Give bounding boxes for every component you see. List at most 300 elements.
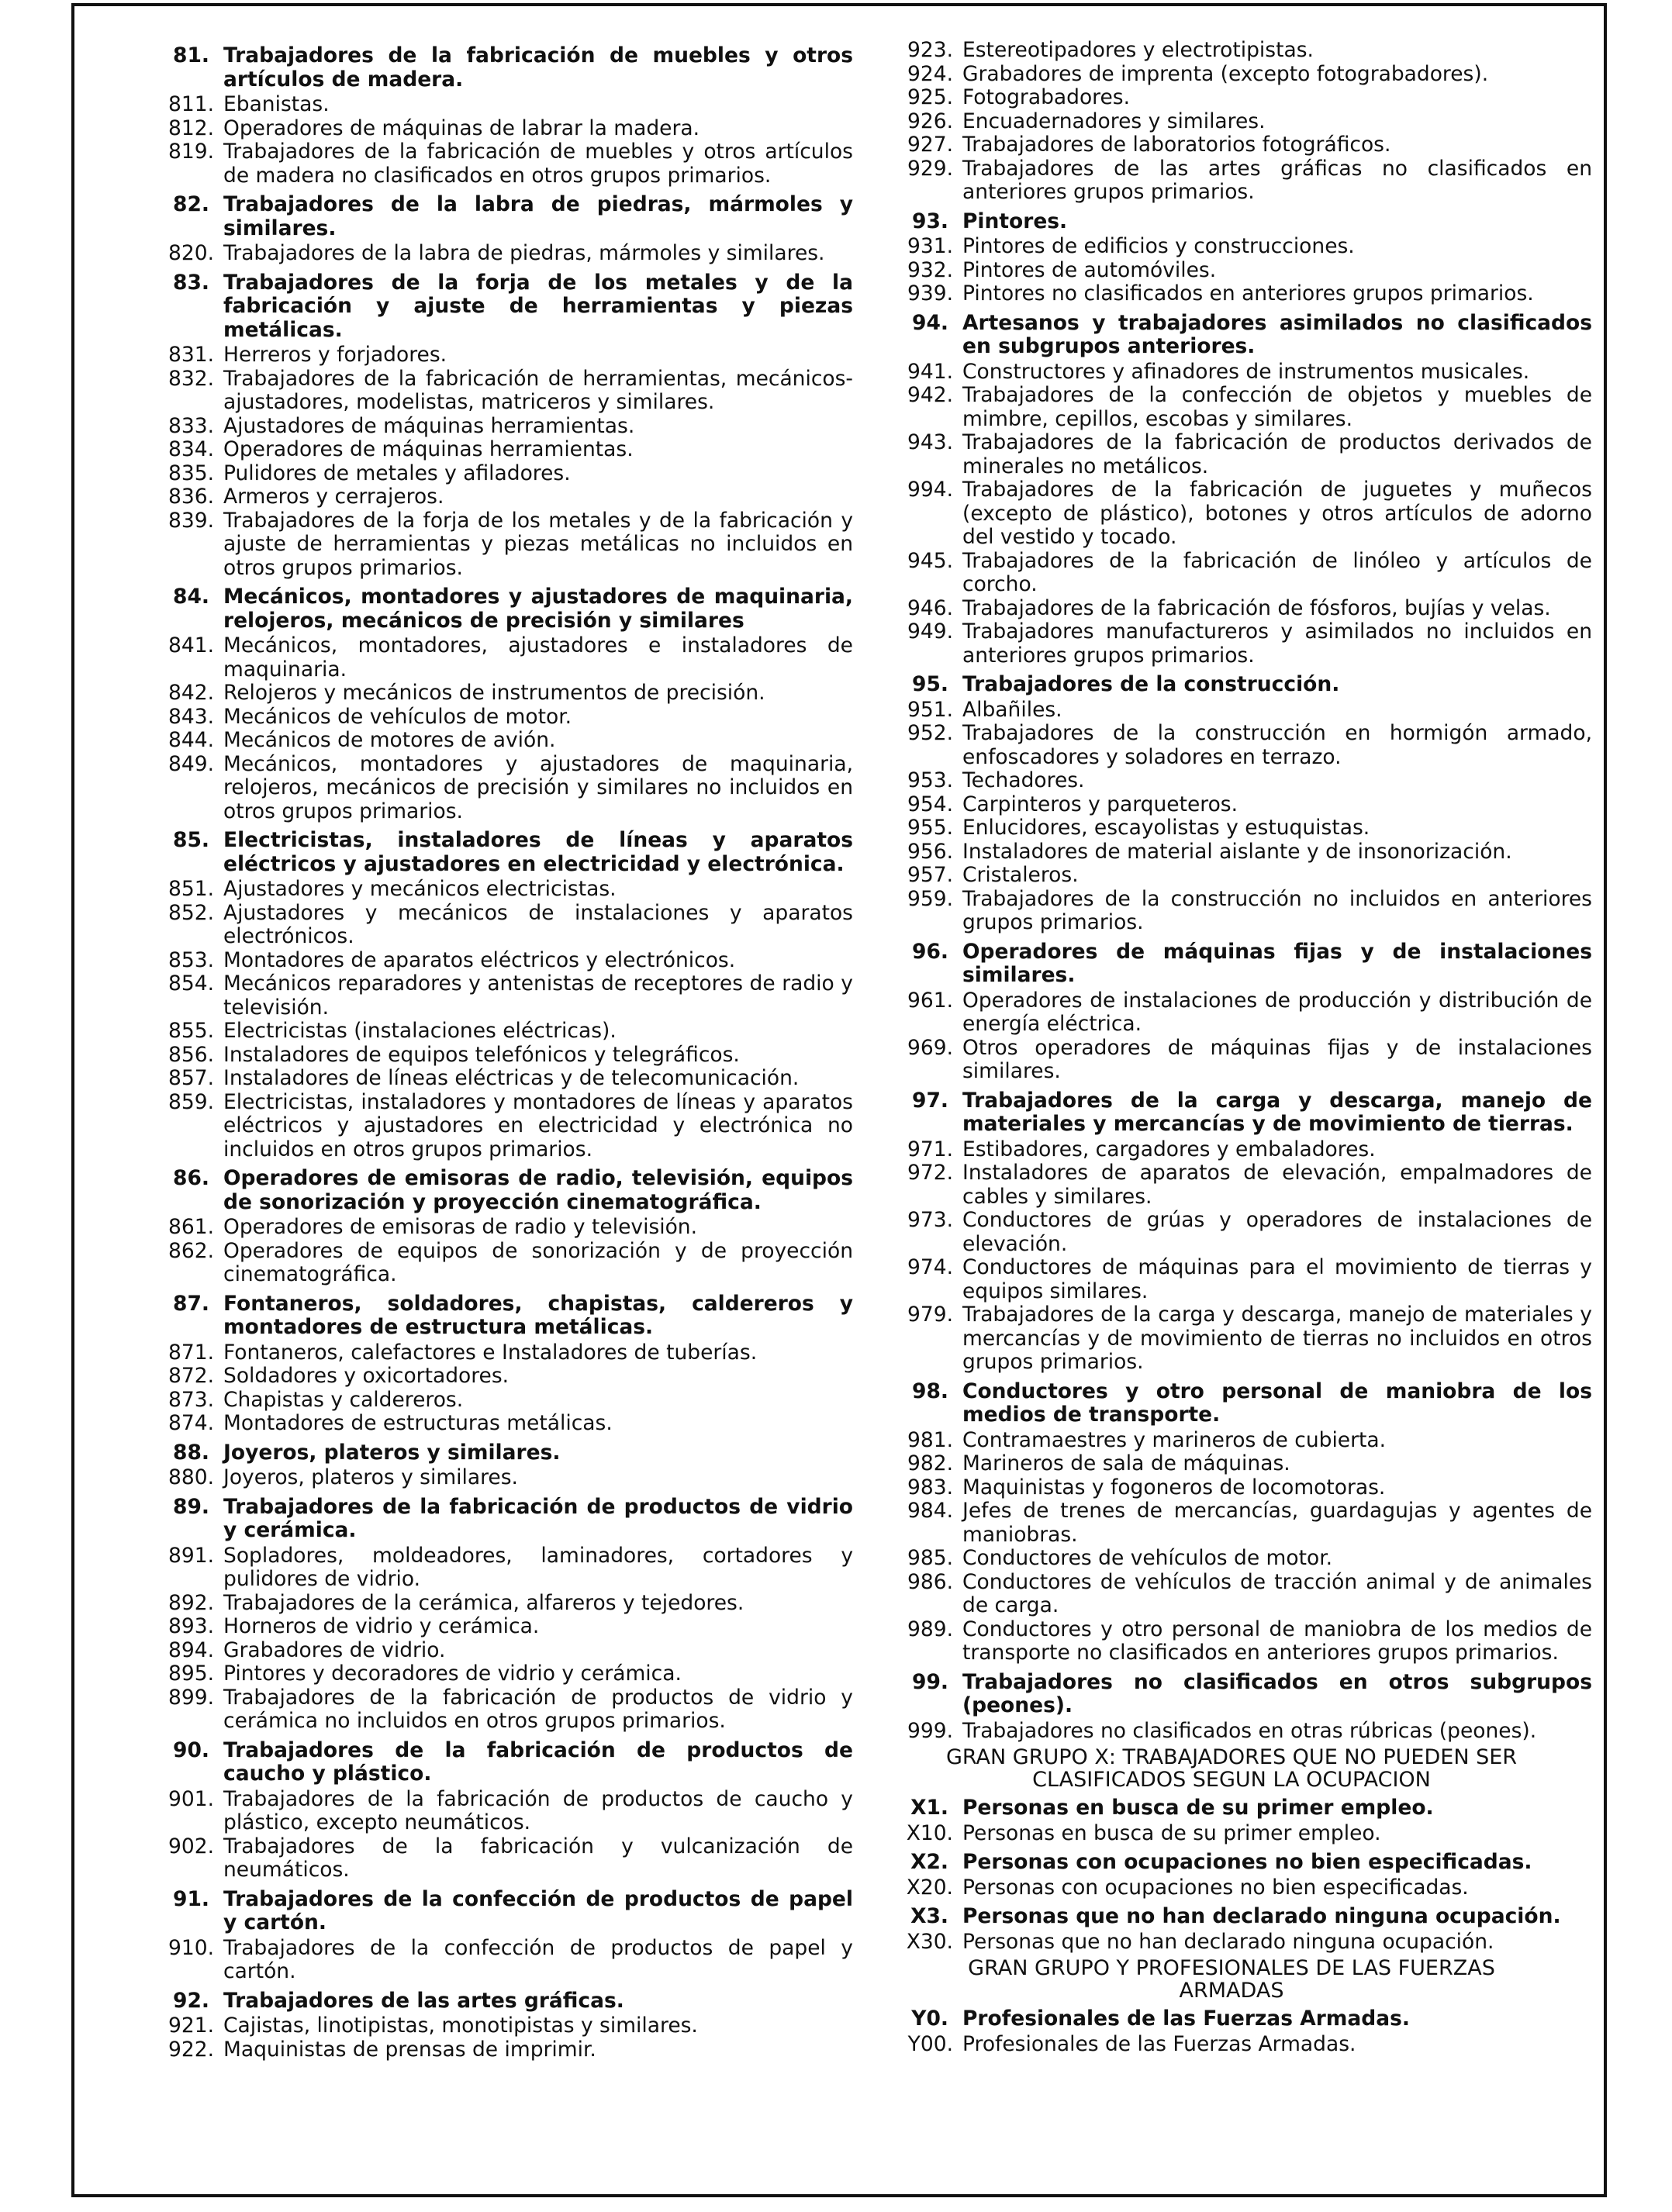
code-entry — [132, 1835, 853, 1882]
entry-description: Cristaleros. — [962, 863, 1079, 887]
entry-description: Constructores y afinadores de instrumentos musicales. — [962, 359, 1530, 384]
entry-code: 929. — [907, 156, 953, 181]
entry-description: Grabadores de vidrio. — [223, 1637, 446, 1662]
entry-description: Ajustadores y mecánicos electricistas. — [223, 877, 617, 901]
entry-code: 974. — [907, 1255, 953, 1279]
entry-description: Estereotipadores y electrotipistas. — [962, 38, 1314, 62]
code-entry — [871, 110, 1592, 134]
code-entry — [871, 793, 1592, 817]
entry-code: X1. — [910, 1796, 948, 1820]
entry-code: 984. — [907, 1499, 953, 1523]
entry-code: 943. — [907, 430, 953, 454]
code-entry — [871, 620, 1592, 668]
entry-code: 97. — [912, 1088, 948, 1113]
code-entry — [132, 729, 853, 753]
entry-description: Operadores de máquinas fijas y de instalaciones similares. — [962, 939, 1592, 987]
code-entry — [871, 1618, 1592, 1665]
entry-description: Pintores no clasificados en anteriores grupos primarios. — [962, 281, 1534, 305]
code-entry — [871, 1822, 1592, 1846]
code-entry — [132, 878, 853, 902]
code-entry — [132, 343, 853, 368]
code-entry — [132, 1044, 853, 1068]
entry-code: 854. — [168, 971, 214, 996]
entry-code: 93. — [912, 209, 948, 233]
code-entry — [132, 438, 853, 462]
entry-code: Y0. — [911, 2007, 948, 2031]
entry-description: Pintores. — [962, 209, 1068, 233]
entry-code: 84. — [173, 585, 209, 609]
entry-description: Trabajadores de la fabricación de productos de caucho y plástico. — [223, 1738, 853, 1786]
entry-description: Sopladores, moldeadores, laminadores, cortadores y pulidores de vidrio. — [223, 1543, 853, 1591]
entry-code: 833. — [168, 413, 214, 438]
code-entry — [132, 2014, 853, 2038]
entry-description: Encuadernadores y similares. — [962, 109, 1266, 133]
entry-code: 999. — [907, 1718, 953, 1743]
group-heading-entry — [132, 1739, 853, 1786]
entry-description: Trabajadores de las artes gráficas. — [223, 1988, 624, 2013]
code-entry — [871, 597, 1592, 621]
group-heading-entry — [132, 193, 853, 240]
code-entry — [132, 753, 853, 824]
entry-code: 985. — [907, 1546, 953, 1570]
entry-code: 951. — [907, 697, 953, 722]
entry-description: Ebanistas. — [223, 92, 330, 116]
entry-description: Trabajadores de la fabricación de productos de vidrio y cerámica. — [223, 1494, 853, 1542]
code-entry — [871, 699, 1592, 723]
code-entry — [871, 1931, 1592, 1955]
code-entry — [132, 368, 853, 415]
group-heading-entry — [871, 210, 1592, 234]
code-entry — [132, 1365, 853, 1389]
group-heading-entry — [871, 2007, 1592, 2031]
entry-code: 842. — [168, 681, 214, 705]
entry-code: 895. — [168, 1662, 214, 1686]
entry-description: Operadores de equipos de sonorización y de proyección cinematográfica. — [223, 1238, 853, 1286]
code-entry — [132, 634, 853, 682]
code-entry — [871, 769, 1592, 793]
entry-code: 894. — [168, 1637, 214, 1662]
code-entry — [132, 1216, 853, 1240]
code-entry — [132, 2038, 853, 2062]
entry-code: 873. — [168, 1387, 214, 1412]
entry-description: Instaladores de líneas eléctricas y de telecomunicación. — [223, 1066, 800, 1090]
code-entry — [132, 415, 853, 439]
entry-description: Herreros y forjadores. — [223, 343, 447, 367]
entry-code: 832. — [168, 366, 214, 391]
entry-code: 902. — [168, 1834, 214, 1858]
entry-description: Electricistas (instalaciones eléctricas). — [223, 1019, 617, 1043]
entry-description: Trabajadores de la fabricación de productos de caucho y plástico, excepto neumáticos. — [223, 1786, 853, 1834]
entry-description: Personas con ocupaciones no bien especificadas. — [962, 1850, 1532, 1874]
entry-code: 953. — [907, 768, 953, 792]
code-entry — [132, 1937, 853, 1984]
entry-code: 861. — [168, 1215, 214, 1239]
entry-code: 946. — [907, 595, 953, 620]
entry-description: Horneros de vidrio y cerámica. — [223, 1614, 540, 1638]
code-entry — [871, 1138, 1592, 1162]
code-entry — [132, 1412, 853, 1436]
entry-code: 983. — [907, 1475, 953, 1499]
entry-description: Pintores de edificios y construcciones. — [962, 234, 1355, 258]
entry-code: 851. — [168, 877, 214, 901]
entry-description: Ajustadores de máquinas herramientas. — [223, 413, 635, 438]
entry-code: 924. — [907, 61, 953, 86]
entry-code: 942. — [907, 383, 953, 407]
code-entry — [871, 384, 1592, 431]
code-entry — [132, 1592, 853, 1616]
entry-description: Trabajadores de la construcción en hormigón armado, enfoscadores y soladores en terrazo. — [962, 721, 1592, 769]
code-entry — [871, 864, 1592, 888]
entry-description: Conductores de vehículos de tracción animal y de animales de carga. — [962, 1569, 1592, 1617]
entry-code: 952. — [907, 721, 953, 745]
entry-code: 91. — [173, 1886, 209, 1911]
entry-code: 986. — [907, 1569, 953, 1594]
group-heading-entry — [132, 1292, 853, 1340]
code-entry — [132, 117, 853, 141]
entry-description: Maquinistas y fogoneros de locomotoras. — [962, 1475, 1386, 1499]
code-entry — [871, 478, 1592, 550]
entry-code: X3. — [910, 1904, 948, 1928]
code-entry — [132, 93, 853, 117]
entry-code: 971. — [907, 1137, 953, 1161]
entry-description: Trabajadores de la forja de los metales y de la fabricación y ajuste de herramientas y piezas metálicas no incluidos en otros grupos primarios. — [223, 508, 853, 580]
entry-code: 989. — [907, 1617, 953, 1641]
entry-code: 811. — [168, 92, 214, 116]
entry-description: Operadores de máquinas herramientas. — [223, 437, 634, 461]
code-entry — [871, 888, 1592, 935]
entry-code: 956. — [907, 839, 953, 864]
entry-code: 844. — [168, 728, 214, 752]
right-entries-c — [871, 2007, 1592, 2056]
code-entry — [132, 1341, 853, 1365]
entry-description: Montadores de estructuras metálicas. — [223, 1411, 613, 1435]
entry-code: 926. — [907, 109, 953, 133]
entry-description: Mecánicos reparadores y antenistas de receptores de radio y televisión. — [223, 971, 853, 1020]
group-heading-entry — [871, 673, 1592, 697]
group-heading-entry — [871, 312, 1592, 359]
entry-code: 88. — [173, 1440, 209, 1465]
entry-description: Cajistas, linotipistas, monotipistas y similares. — [223, 2014, 698, 2038]
code-entry — [871, 1571, 1592, 1618]
entry-description: Mecánicos de motores de avión. — [223, 728, 556, 752]
code-entry — [132, 1091, 853, 1162]
entry-description: Fontaneros, soldadores, chapistas, caldereros y montadores de estructura metálicas. — [223, 1291, 853, 1339]
entry-code: 95. — [912, 672, 948, 696]
entry-description: Trabajadores de la carga y descarga, manejo de materiales y mercancías y de movimiento de tierras no incluidos en otros grupos primarios. — [962, 1303, 1592, 1374]
code-entry — [871, 1303, 1592, 1375]
code-entry — [871, 840, 1592, 864]
entry-code: 899. — [168, 1685, 214, 1710]
code-entry — [871, 431, 1592, 478]
entry-code: 87. — [173, 1291, 209, 1316]
entry-code: 853. — [168, 947, 214, 972]
group-heading-entry — [871, 1851, 1592, 1875]
entry-code: 94. — [912, 310, 948, 335]
entry-description: Trabajadores de la confección de objetos y muebles de mimbre, cepillos, escobas y similares. — [962, 383, 1592, 431]
entry-code: 927. — [907, 133, 953, 157]
entry-description: Mecánicos, montadores y ajustadores de maquinaria, relojeros, mecánicos de precisión y similares — [223, 585, 853, 633]
entry-code: X10. — [906, 1820, 953, 1845]
entry-code: 959. — [907, 886, 953, 911]
entry-code: 99. — [912, 1669, 948, 1694]
code-entry — [871, 550, 1592, 597]
entry-description: Electricistas, instaladores de líneas y aparatos eléctricos y ajustadores en electricidad y electrónica. — [223, 828, 853, 876]
entry-code: 893. — [168, 1614, 214, 1638]
entry-description: Mecánicos de vehículos de motor. — [223, 704, 572, 729]
entry-description: Armeros y cerrajeros. — [223, 485, 444, 509]
entry-description: Personas con ocupaciones no bien especificadas. — [962, 1875, 1469, 1900]
entry-code: X2. — [910, 1850, 948, 1874]
group-heading-entry — [132, 1167, 853, 1214]
entry-code: 880. — [168, 1465, 214, 1489]
entry-code: 98. — [912, 1379, 948, 1403]
entry-description: Enlucidores, escayolistas y estuquistas. — [962, 816, 1370, 840]
entry-code: 941. — [907, 359, 953, 384]
entry-description: Carpinteros y parqueteros. — [962, 792, 1238, 816]
code-entry — [871, 235, 1592, 259]
entry-code: 839. — [168, 508, 214, 533]
code-entry — [132, 140, 853, 188]
entry-description: Trabajadores de la fabricación y vulcanización de neumáticos. — [223, 1834, 853, 1882]
entry-code: 982. — [907, 1451, 953, 1475]
entry-code: 910. — [168, 1935, 214, 1960]
group-heading-entry — [132, 44, 853, 91]
group-heading-entry — [871, 1380, 1592, 1427]
gran-grupo-y-heading — [871, 1957, 1592, 2002]
code-entry — [871, 133, 1592, 157]
entry-description: Conductores de vehículos de motor. — [962, 1546, 1333, 1570]
entry-description: Profesionales de las Fuerzas Armadas. — [962, 2031, 1356, 2056]
code-entry — [871, 1476, 1592, 1500]
entry-description: Joyeros, plateros y similares. — [223, 1465, 518, 1489]
entry-code: 85. — [173, 828, 209, 852]
entry-description: Trabajadores de la forja de los metales y de la fabricación y ajuste de herramientas y piezas metálicas. — [223, 270, 853, 342]
code-entry — [871, 1256, 1592, 1303]
entry-code: 922. — [168, 2037, 214, 2062]
entry-description: Conductores y otro personal de maniobra de los medios de transporte. — [962, 1379, 1592, 1427]
entry-description: Albañiles. — [962, 697, 1062, 722]
entry-code: 921. — [168, 2014, 214, 2038]
code-entry — [871, 1452, 1592, 1476]
entry-code: Y00. — [907, 2031, 953, 2056]
entry-code: 90. — [173, 1738, 209, 1762]
entry-code: 83. — [173, 270, 209, 295]
entry-code: 96. — [912, 939, 948, 964]
entry-description: Operadores de emisoras de radio y televisión. — [223, 1215, 698, 1239]
entry-description: Instaladores de aparatos de elevación, empalmadores de cables y similares. — [962, 1161, 1592, 1209]
entry-code: 939. — [907, 281, 953, 305]
group-heading-entry — [871, 1905, 1592, 1929]
code-entry — [132, 509, 853, 581]
code-entry — [132, 1389, 853, 1413]
entry-description: Maquinistas de prensas de imprimir. — [223, 2037, 596, 2062]
entry-code: 89. — [173, 1494, 209, 1519]
entry-code: 820. — [168, 241, 214, 265]
entry-description: Montadores de aparatos eléctricos y electrónicos. — [223, 947, 736, 972]
entry-code: 862. — [168, 1238, 214, 1263]
entry-code: 955. — [907, 816, 953, 840]
entry-code: 972. — [907, 1161, 953, 1185]
code-entry — [871, 816, 1592, 840]
entry-code: 901. — [168, 1786, 214, 1811]
right-column — [871, 39, 1592, 2056]
entry-description: Operadores de instalaciones de producción y distribución de energía eléctrica. — [962, 988, 1592, 1036]
group-heading-entry — [871, 1671, 1592, 1718]
entry-code: 931. — [907, 234, 953, 258]
entry-description: Contramaestres y marineros de cubierta. — [962, 1427, 1387, 1452]
entry-description: Trabajadores de la labra de piedras, mármoles y similares. — [223, 241, 825, 265]
entry-code: 835. — [168, 461, 214, 485]
entry-description: Chapistas y caldereros. — [223, 1387, 464, 1412]
gran-grupo-x-heading-line1: GRAN GRUPO X: TRABAJADORES QUE NO PUEDEN SER — [945, 1745, 1518, 1769]
code-entry — [132, 706, 853, 730]
entry-description: Electricistas, instaladores y montadores de líneas y aparatos eléctricos y ajustadores en electricidad y electrónica no incluidos en otros grupos primarios. — [223, 1089, 853, 1161]
entry-code: 856. — [168, 1042, 214, 1067]
entry-description: Profesionales de las Fuerzas Armadas. — [962, 2007, 1410, 2031]
entry-code: 836. — [168, 485, 214, 509]
entry-description: Relojeros y mecánicos de instrumentos de precisión. — [223, 681, 765, 705]
code-entry — [871, 1429, 1592, 1453]
entry-description: Marineros de sala de máquinas. — [962, 1451, 1290, 1475]
group-heading-entry — [871, 1796, 1592, 1820]
code-entry — [132, 1240, 853, 1287]
entry-description: Operadores de máquinas de labrar la madera. — [223, 116, 700, 140]
entry-code: 859. — [168, 1089, 214, 1114]
entry-description: Mecánicos, montadores, ajustadores e instaladores de maquinaria. — [223, 633, 853, 682]
entry-code: 855. — [168, 1019, 214, 1043]
entry-code: 841. — [168, 633, 214, 657]
entry-code: X20. — [906, 1875, 953, 1900]
entry-code: 949. — [907, 619, 953, 644]
entry-description: Operadores de emisoras de radio, televisión, equipos de sonorización y proyección cinematográfica. — [223, 1166, 853, 1214]
group-heading-entry — [132, 1888, 853, 1935]
entry-code: 834. — [168, 437, 214, 461]
code-entry — [871, 63, 1592, 87]
entry-code: 891. — [168, 1543, 214, 1568]
entry-description: Conductores de máquinas para el movimiento de tierras y equipos similares. — [962, 1255, 1592, 1303]
gran-grupo-x-heading-line2: CLASIFICADOS SEGUN LA OCUPACION — [1032, 1768, 1431, 1792]
entry-code: 925. — [907, 85, 953, 109]
entry-description: Otros operadores de máquinas fijas y de instalaciones similares. — [962, 1035, 1592, 1083]
group-heading-entry — [132, 829, 853, 876]
entry-code: 872. — [168, 1364, 214, 1388]
code-entry — [871, 1547, 1592, 1571]
entry-code: 812. — [168, 116, 214, 140]
code-entry — [132, 1788, 853, 1835]
group-heading-entry — [132, 1496, 853, 1543]
code-entry — [871, 157, 1592, 205]
entry-description: Pintores de automóviles. — [962, 257, 1217, 282]
gran-grupo-x-heading — [871, 1746, 1592, 1791]
entry-description: Trabajadores de la construcción. — [962, 672, 1340, 696]
entry-description: Personas que no han declarado ninguna ocupación. — [962, 1929, 1494, 1954]
entry-description: Grabadores de imprenta (excepto fotograbadores). — [962, 61, 1489, 86]
entry-description: Personas en busca de su primer empleo. — [962, 1796, 1434, 1820]
code-entry — [132, 902, 853, 949]
entry-description: Jefes de trenes de mercancías, guardagujas y agentes de maniobras. — [962, 1499, 1592, 1547]
right-entries-b — [871, 1796, 1592, 1954]
entry-description: Trabajadores de la fabricación de muebles y otros artículos de madera no clasificados en otros grupos primarios. — [223, 140, 853, 188]
code-entry — [132, 682, 853, 706]
group-heading-entry — [132, 271, 853, 343]
code-entry — [871, 1876, 1592, 1900]
entry-code: 81. — [173, 43, 209, 67]
left-column — [132, 39, 853, 2062]
entry-code: 981. — [907, 1427, 953, 1452]
gran-grupo-y-heading-line2: ARMADAS — [1179, 1979, 1284, 2003]
code-entry — [132, 1615, 853, 1639]
entry-description: Fotograbadores. — [962, 85, 1131, 109]
code-entry — [132, 1662, 853, 1686]
code-entry — [871, 259, 1592, 283]
code-entry — [132, 1020, 853, 1044]
entry-description: Personas que no han declarado ninguna ocupación. — [962, 1904, 1561, 1928]
entry-code: 852. — [168, 900, 214, 925]
right-entries-a — [871, 39, 1592, 1743]
entry-description: Trabajadores de la construcción no incluidos en anteriores grupos primarios. — [962, 886, 1592, 934]
entry-description: Trabajadores de laboratorios fotográficos. — [962, 133, 1391, 157]
entry-description: Techadores. — [962, 768, 1085, 792]
entry-description: Trabajadores no clasificados en otras rúbricas (peones). — [962, 1718, 1537, 1743]
code-entry — [132, 242, 853, 266]
entry-code: 831. — [168, 343, 214, 367]
entry-code: 857. — [168, 1066, 214, 1090]
entry-code: 843. — [168, 704, 214, 729]
entry-description: Trabajadores no clasificados en otros subgrupos (peones). — [962, 1669, 1592, 1717]
entry-description: Trabajadores de la fabricación de productos de vidrio y cerámica no incluidos en otros grupos primarios. — [223, 1685, 853, 1733]
entry-description: Trabajadores de la confección de productos de papel y cartón. — [223, 1886, 853, 1934]
code-entry — [132, 1639, 853, 1663]
entry-description: Fontaneros, calefactores e Instaladores de tuberías. — [223, 1340, 758, 1365]
entry-description: Trabajadores de la fabricación de linóleo y artículos de corcho. — [962, 548, 1592, 596]
gran-grupo-y-heading-line1: GRAN GRUPO Y PROFESIONALES DE LAS FUERZAS — [968, 1956, 1495, 1980]
code-entry — [871, 282, 1592, 306]
code-entry — [132, 1686, 853, 1734]
group-heading-entry — [871, 940, 1592, 988]
entry-code: 923. — [907, 38, 953, 62]
entry-description: Instaladores de material aislante y de insonorización. — [962, 839, 1512, 864]
entry-code: 961. — [907, 988, 953, 1013]
entry-description: Ajustadores y mecánicos de instalaciones y aparatos electrónicos. — [223, 900, 853, 948]
entry-description: Personas en busca de su primer empleo. — [962, 1820, 1381, 1845]
entry-description: Pulidores de metales y afiladores. — [223, 461, 571, 485]
code-entry — [871, 86, 1592, 110]
code-entry — [132, 485, 853, 509]
code-entry — [871, 1037, 1592, 1084]
entry-code: 969. — [907, 1035, 953, 1060]
entry-description: Trabajadores manufactureros y asimilados no incluidos en anteriores grupos primarios. — [962, 619, 1592, 668]
entry-description: Conductores de grúas y operadores de instalaciones de elevación. — [962, 1208, 1592, 1256]
group-heading-entry — [871, 1089, 1592, 1137]
code-entry — [871, 39, 1592, 63]
code-entry — [871, 1499, 1592, 1547]
group-heading-entry — [132, 1441, 853, 1465]
entry-code: 979. — [907, 1303, 953, 1327]
code-entry — [132, 1067, 853, 1091]
entry-code: 82. — [173, 192, 209, 216]
entry-code: 954. — [907, 792, 953, 816]
entry-code: 874. — [168, 1411, 214, 1435]
entry-description: Estibadores, cargadores y embaladores. — [962, 1137, 1376, 1161]
group-heading-entry — [132, 1989, 853, 2014]
entry-code: 819. — [168, 140, 214, 164]
entry-description: Trabajadores de las artes gráficas no clasificados en anteriores grupos primarios. — [962, 156, 1592, 204]
entry-description: Trabajadores de la labra de piedras, mármoles y similares. — [223, 192, 853, 240]
code-entry — [871, 1161, 1592, 1209]
entry-code: 849. — [168, 751, 214, 776]
entry-code: 945. — [907, 548, 953, 573]
entry-description: Trabajadores de la fabricación de fósforos, bujías y velas. — [962, 595, 1551, 620]
